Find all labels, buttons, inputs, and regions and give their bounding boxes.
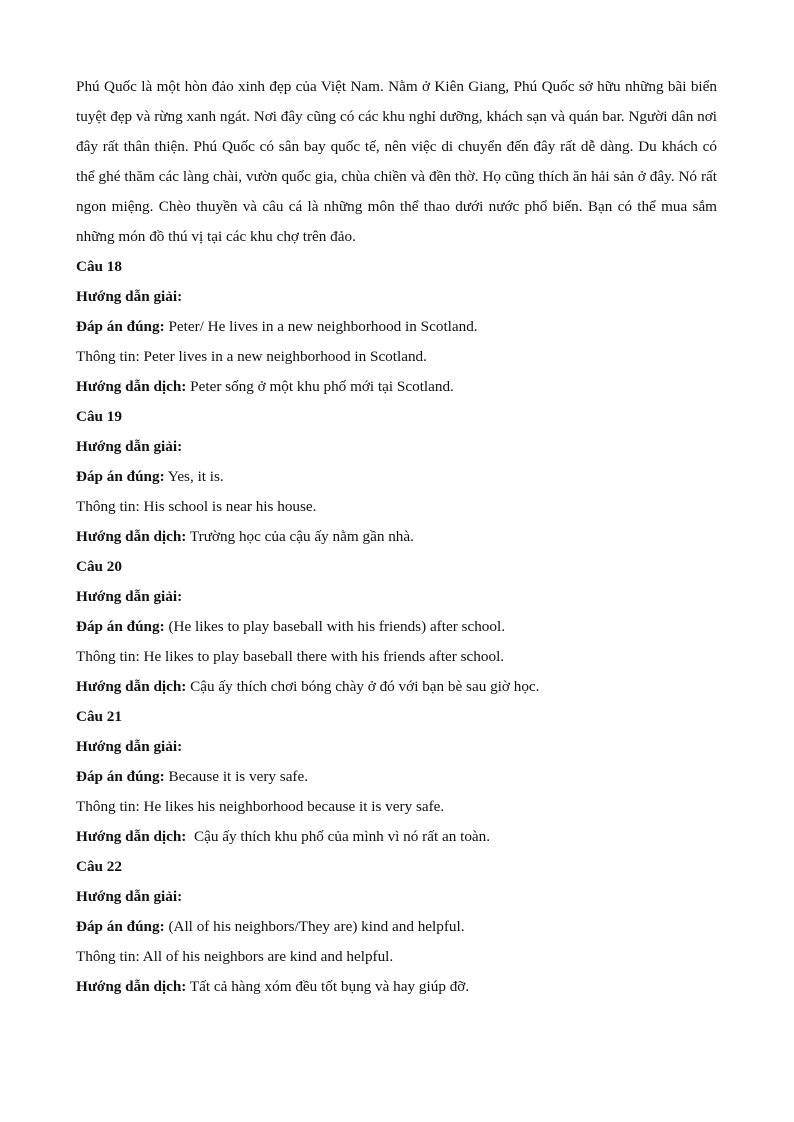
info-label: Thông tin: [76,948,140,965]
translation-line [76,372,717,402]
translation-label: Hướng dẫn dịch: [76,678,187,695]
info-line [76,942,717,972]
translation-text: Peter sống ở một khu phố mới tại Scotland. [186,378,454,395]
answer-label: Đáp án đúng: [76,468,165,485]
answer-text: Peter/ He lives in a new neighborhood in Scotland. [164,318,478,335]
question-block [76,402,717,552]
translation-text: Trường học của cậu ấy nằm gần nhà. [186,528,414,545]
translation-text: Cậu ấy thích chơi bóng chày ở đó với bạn bè sau giờ học. [186,678,540,695]
info-label: Thông tin: [76,498,140,515]
question-block [76,552,717,702]
question-title: Câu 19 [76,408,122,425]
question-block [76,702,717,852]
guide-heading: Hướng dẫn giải: [76,888,183,905]
info-text: His school is near his house. [139,498,317,515]
answer-line [76,912,717,942]
translation-label: Hướng dẫn dịch: [76,828,187,845]
translation-text: Tất cả hàng xóm đều tốt bụng và hay giúp đỡ. [186,978,470,995]
answer-text: Yes, it is. [164,468,224,485]
translation-label: Hướng dẫn dịch: [76,978,187,995]
document-page [76,72,717,1002]
answer-text: (He likes to play baseball with his friends) after school. [164,618,506,635]
translation-text: Cậu ấy thích khu phố của mình vì nó rất an toàn. [186,828,491,845]
info-line [76,792,717,822]
question-title: Câu 21 [76,708,122,725]
info-text: Peter lives in a new neighborhood in Scotland. [139,348,427,365]
question-block [76,852,717,1002]
intro-paragraph: Phú Quốc là một hòn đảo xinh đẹp của Việt Nam. Nằm ở Kiên Giang, Phú Quốc sở hữu những bãi biển tuyệt đẹp và rừng xanh ngát. Nơi đây cũng có các khu nghỉ dưỡng, khách sạn và quán bar. Người dân nơi đây rất thân thiện. Phú Quốc có sân bay quốc tế, nên việc di chuyển đến đây rất dễ dàng. Du khách có thể ghé thăm các làng chài, vườn quốc gia, chùa chiền và đền thờ. Họ cũng thích ăn hải sản ở đây. Nó rất ngon miệng. Chèo thuyền và câu cá là những môn thể thao dưới nước phổ biến. Bạn có thể mua sắm những món đồ thú vị tại các khu chợ trên đảo. [76,78,717,245]
answer-label: Đáp án đúng: [76,768,165,785]
questions-list [76,252,717,1002]
answer-label: Đáp án đúng: [76,618,165,635]
guide-heading: Hướng dẫn giải: [76,288,183,305]
question-title: Câu 18 [76,258,122,275]
info-text: All of his neighbors are kind and helpful. [139,948,394,965]
question-block [76,252,717,402]
answer-label: Đáp án đúng: [76,318,165,335]
translation-line [76,522,717,552]
info-label: Thông tin: [76,798,140,815]
answer-text: (All of his neighbors/They are) kind and helpful. [164,918,465,935]
translation-label: Hướng dẫn dịch: [76,528,187,545]
info-line [76,492,717,522]
translation-line [76,972,717,1002]
info-label: Thông tin: [76,648,140,665]
info-line [76,642,717,672]
info-label: Thông tin: [76,348,140,365]
info-line [76,342,717,372]
info-text: He likes his neighborhood because it is very safe. [139,798,445,815]
answer-line [76,762,717,792]
answer-line [76,312,717,342]
guide-heading: Hướng dẫn giải: [76,738,183,755]
translation-line [76,822,717,852]
answer-text: Because it is very safe. [164,768,309,785]
guide-heading: Hướng dẫn giải: [76,588,183,605]
question-title: Câu 20 [76,558,122,575]
answer-line [76,612,717,642]
answer-line [76,462,717,492]
info-text: He likes to play baseball there with his friends after school. [139,648,505,665]
question-title: Câu 22 [76,858,122,875]
translation-line [76,672,717,702]
guide-heading: Hướng dẫn giải: [76,438,183,455]
answer-label: Đáp án đúng: [76,918,165,935]
translation-label: Hướng dẫn dịch: [76,378,187,395]
